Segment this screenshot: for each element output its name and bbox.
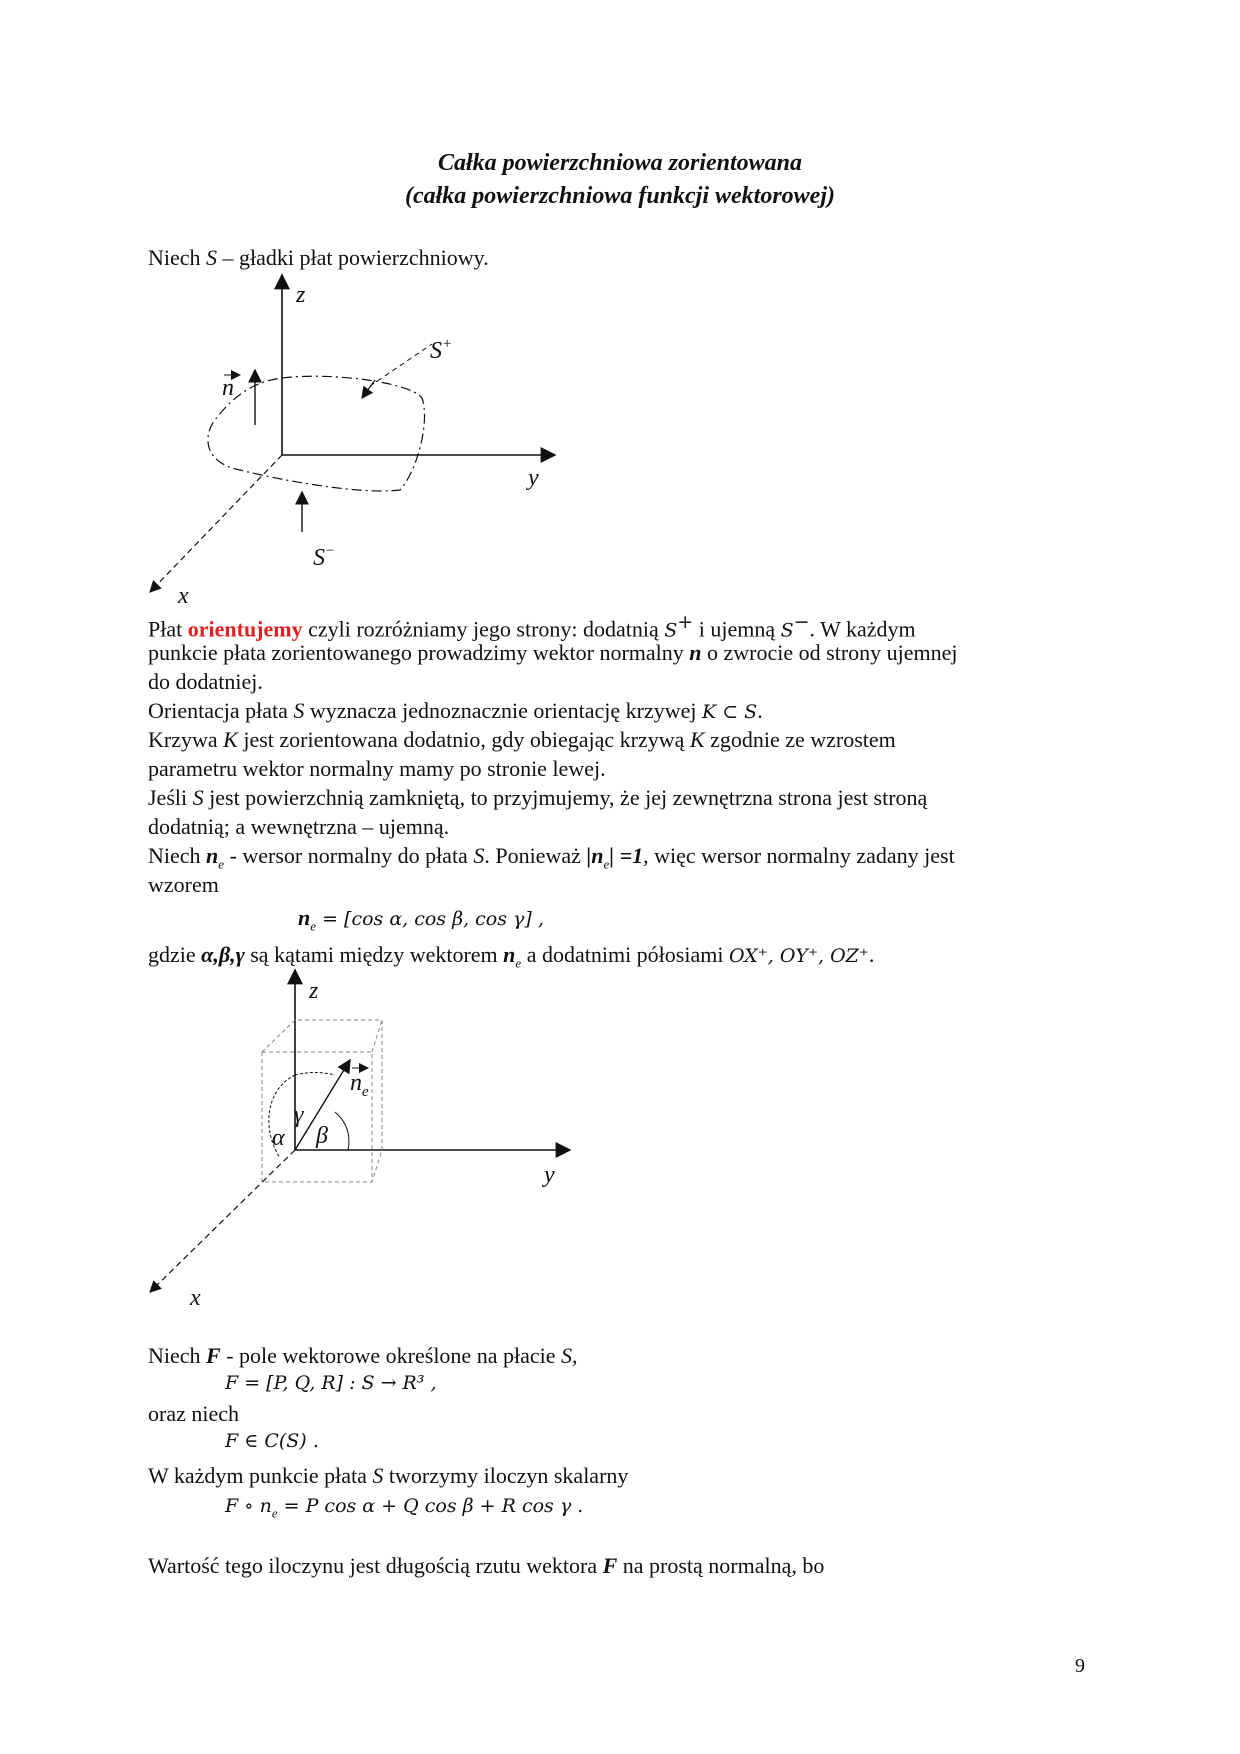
para-curve-2: parametru wektor normalny mamy po stronie lewej. bbox=[148, 756, 606, 781]
x-axis-label: x bbox=[178, 583, 189, 609]
para-orientation-1: Płat orientujemy czyli rozróżniamy jego strony: dodatnią S+ i ujemną S−. W każdym bbox=[148, 611, 916, 642]
para-versor-2: wzorem bbox=[148, 872, 219, 897]
intro-line: Niech S – gładki płat powierzchniowy. bbox=[148, 245, 489, 270]
normal-vector-label: n bbox=[222, 375, 234, 401]
formula-field: F = [P, Q, R] : S → R³ , bbox=[225, 1372, 437, 1394]
para-orientation-2: punkcie płata zorientowanego prowadzimy wektor normalny n o zwrocie od strony ujemnej bbox=[148, 640, 958, 665]
y-axis-label-2: y bbox=[544, 1162, 555, 1188]
formula-continuity: F ∈ C(S) . bbox=[225, 1430, 319, 1452]
formula-versor: $n_e = [\cos$ α, cos β, cos γ] , bbox=[298, 905, 544, 934]
page-number: 9 bbox=[1075, 1655, 1085, 1677]
title-line-1: Całka powierzchniowa zorientowana bbox=[437, 150, 803, 176]
beta-label: β bbox=[316, 1123, 328, 1149]
z-axis-label: z bbox=[296, 282, 306, 308]
orientujemy-highlight: orientujemy bbox=[187, 616, 303, 642]
para-field: Niech F - pole wektorowe określone na płacie S, bbox=[148, 1343, 578, 1368]
z-axis-label-2: z bbox=[309, 978, 319, 1004]
beta-arc bbox=[335, 1112, 349, 1150]
para-orientation-3: do dodatniej. bbox=[148, 669, 263, 694]
para-scalar: W każdym punkcie płata S tworzymy iloczyn skalarny bbox=[148, 1463, 629, 1488]
alpha-label: α bbox=[272, 1125, 285, 1151]
x-axis-label-2: x bbox=[190, 1285, 201, 1311]
para-versor-1: Niech $n_e$ - wersor normalny do płata S. Ponieważ $|n_e| =1$, więc wersor normalny zadany jest bbox=[148, 843, 955, 872]
para-closed-1: Jeśli S jest powierzchnią zamkniętą, to przyjmujemy, że jej zewnętrzna strona jest stroną bbox=[148, 785, 928, 810]
gamma-label: γ bbox=[294, 1102, 304, 1128]
y-axis-label: y bbox=[528, 465, 539, 491]
para-curve-1: Krzywa K jest zorientowana dodatnio, gdy obiegając krzywą K zgodnie ze wzrostem bbox=[148, 727, 896, 752]
x-axis-2 bbox=[150, 1150, 295, 1292]
para-projection: Wartość tego iloczynu jest długością rzutu wektora F na prostą normalną, bo bbox=[148, 1553, 825, 1578]
para-closed-2: dodatnią; a wewnętrzna – ujemną. bbox=[148, 814, 450, 839]
s-plus-label: S+ bbox=[430, 336, 453, 364]
para-angles: gdzie α,β,γ są kątami między wektorem $n_e$ a dodatnimi półosiami OX⁺, OY⁺, OZ⁺. bbox=[148, 942, 875, 971]
para-oraz: oraz niech bbox=[148, 1401, 239, 1426]
unit-normal-label: $n_e$ bbox=[350, 1070, 369, 1100]
s-minus-label: S− bbox=[313, 543, 336, 571]
dashed-box bbox=[262, 1020, 382, 1182]
para-orientation-4: Orientacja płata S wyznacza jednoznacznie orientację krzywej K ⊂ S. bbox=[148, 698, 763, 723]
gamma-arc bbox=[295, 1073, 335, 1076]
formula-scalar: F ∘ $n_e = P$ cos α + Q cos β + R cos γ . bbox=[225, 1495, 584, 1521]
title-line-2: (całka powierzchniowa funkcji wektorowej) bbox=[404, 183, 835, 209]
